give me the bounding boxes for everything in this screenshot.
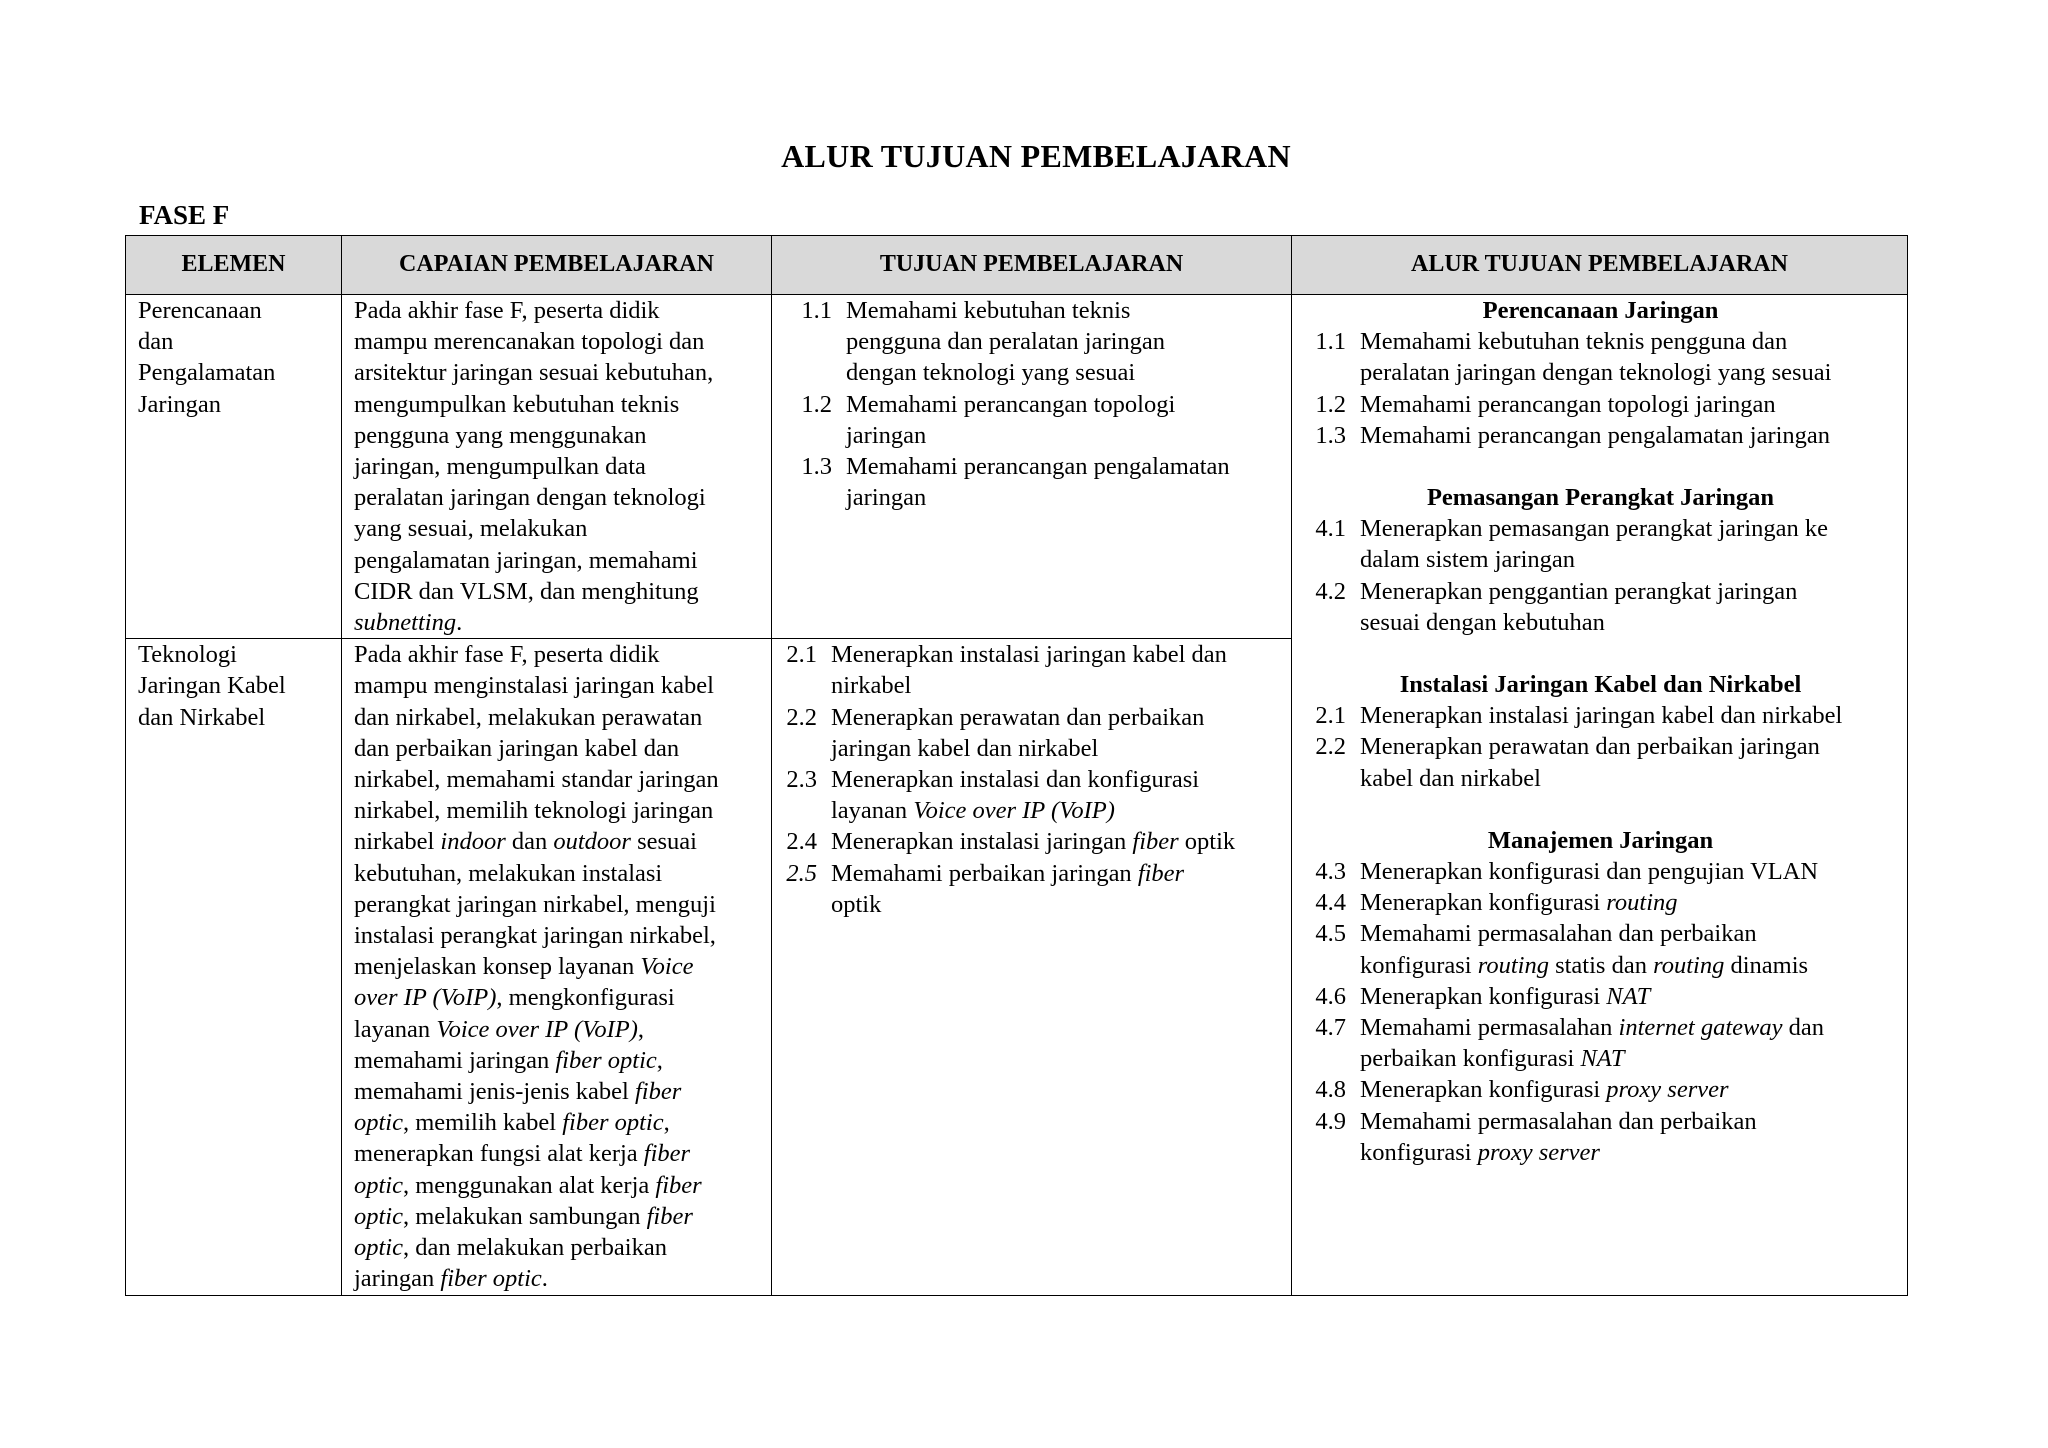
item-number: 2.5 xyxy=(786,859,817,887)
item-number: 4.3 xyxy=(1315,858,1346,886)
item-number: 4.6 xyxy=(1315,982,1346,1010)
capaian-cell xyxy=(342,295,772,639)
list-item xyxy=(1304,918,1897,980)
capaian-line: optic, menggunakan alat kerja fiber xyxy=(354,1171,702,1199)
capaian-line: optic, memilih kabel fiber optic, xyxy=(354,1109,670,1137)
item-number: 1.2 xyxy=(1315,390,1346,418)
capaian-line: nirkabel, memahami standar jaringan xyxy=(354,766,719,794)
item-line: jaringan kabel dan nirkabel xyxy=(831,734,1099,762)
list-item xyxy=(1304,856,1897,887)
elemen-line: Pengalamatan xyxy=(138,359,276,387)
item-number: 4.1 xyxy=(1315,515,1346,543)
alur-list xyxy=(1304,856,1897,1168)
list-item xyxy=(784,639,1281,701)
item-line: Menerapkan konfigurasi dan pengujian VLAN xyxy=(1360,858,1819,886)
item-line: perbaikan konfigurasi NAT xyxy=(1360,1045,1625,1073)
list-item xyxy=(1304,887,1897,918)
capaian-line: mampu menginstalasi jaringan kabel xyxy=(354,672,714,700)
capaian-line: layanan Voice over IP (VoIP), xyxy=(354,1015,645,1043)
item-line: nirkabel xyxy=(831,672,912,700)
list-item xyxy=(1304,700,1897,731)
item-line: sesuai dengan kebutuhan xyxy=(1360,608,1605,636)
item-line: dengan teknologi yang sesuai xyxy=(846,359,1136,387)
item-number: 1.3 xyxy=(801,453,832,481)
item-text xyxy=(1360,981,1650,1012)
item-line: pengguna dan peralatan jaringan xyxy=(846,328,1166,356)
capaian-line: optic, dan melakukan perbaikan xyxy=(354,1234,667,1262)
item-line: Memahami perancangan topologi xyxy=(846,390,1176,418)
list-item xyxy=(1304,389,1897,420)
capaian-line: instalasi perangkat jaringan nirkabel, xyxy=(354,922,716,950)
item-line: Memahami perancangan pengalamatan jaringan xyxy=(1360,421,1831,449)
capaian-line: nirkabel indoor dan outdoor sesuai xyxy=(354,828,697,856)
item-line: Memahami permasalahan internet gateway dan xyxy=(1360,1014,1824,1042)
section-heading: Manajemen Jaringan xyxy=(1487,826,1714,854)
item-line: Menerapkan instalasi jaringan fiber optik xyxy=(831,828,1236,856)
elemen-line: dan xyxy=(138,328,174,356)
alur-cell xyxy=(1292,295,1908,1296)
item-text xyxy=(831,858,1184,920)
capaian-line: peralatan jaringan dengan teknologi xyxy=(354,484,706,512)
item-text xyxy=(831,764,1199,826)
item-line: optik xyxy=(831,890,882,918)
item-number: 1.3 xyxy=(1315,421,1346,449)
list-item xyxy=(784,858,1281,920)
item-number: 1.1 xyxy=(801,297,832,324)
capaian-line: nirkabel, memilih teknologi jaringan xyxy=(354,797,714,825)
item-line: Memahami perancangan pengalamatan xyxy=(846,453,1230,481)
page-title: ALUR TUJUAN PEMBELAJARAN xyxy=(781,138,1291,174)
alur-list xyxy=(1304,700,1897,794)
item-number: 4.2 xyxy=(1315,577,1346,605)
item-text xyxy=(846,451,1230,513)
item-line: Memahami permasalahan dan perbaikan xyxy=(1360,920,1757,948)
section-heading: Pemasangan Perangkat Jaringan xyxy=(1426,484,1775,512)
capaian-line: subnetting. xyxy=(354,609,463,637)
item-text xyxy=(1360,576,1797,638)
item-text xyxy=(1360,420,1830,451)
section-heading: Instalasi Jaringan Kabel dan Nirkabel xyxy=(1399,671,1802,699)
elemen-line: Perencanaan xyxy=(138,297,262,324)
item-number: 2.1 xyxy=(1315,702,1346,730)
list-item xyxy=(1304,326,1897,388)
item-text xyxy=(846,389,1175,451)
item-line: Menerapkan penggantian perangkat jaringan xyxy=(1360,577,1798,605)
item-text xyxy=(1360,1074,1729,1105)
atp-table xyxy=(125,235,1908,1296)
item-text xyxy=(831,639,1227,701)
list-item xyxy=(784,826,1281,857)
capaian-line: optic, melakukan sambungan fiber xyxy=(354,1202,693,1230)
capaian-line: Pada akhir fase F, peserta didik xyxy=(354,641,660,669)
capaian-line: dan nirkabel, melakukan perawatan xyxy=(354,703,703,731)
elemen-cell xyxy=(126,639,342,1295)
capaian-line: mampu merencanakan topologi dan xyxy=(354,328,705,356)
elemen-line: dan Nirkabel xyxy=(138,703,266,731)
item-text xyxy=(1360,856,1818,887)
item-line: Menerapkan konfigurasi NAT xyxy=(1360,982,1651,1010)
capaian-line: menjelaskan konsep layanan Voice xyxy=(354,953,694,981)
list-item xyxy=(1304,731,1897,793)
tujuan-list xyxy=(784,639,1281,920)
item-line: Memahami perancangan topologi jaringan xyxy=(1360,390,1776,418)
item-line: Menerapkan instalasi dan konfigurasi xyxy=(831,766,1200,794)
item-number: 4.9 xyxy=(1315,1107,1346,1135)
capaian-line: kebutuhan, melakukan instalasi xyxy=(354,859,663,887)
item-number: 2.2 xyxy=(786,703,817,731)
capaian-line: over IP (VoIP), mengkonfigurasi xyxy=(354,984,675,1012)
elemen-line: Jaringan xyxy=(138,390,221,418)
elemen-line: Teknologi xyxy=(138,641,237,669)
capaian-line: perangkat jaringan nirkabel, menguji xyxy=(354,890,716,918)
item-number: 4.7 xyxy=(1315,1014,1346,1042)
item-line: Menerapkan instalasi jaringan kabel dan xyxy=(831,641,1227,669)
capaian-line: jaringan, mengumpulkan data xyxy=(354,453,646,481)
item-line: dalam sistem jaringan xyxy=(1360,546,1575,574)
capaian-line: pengalamatan jaringan, memahami xyxy=(354,546,698,574)
header-alur: ALUR TUJUAN PEMBELAJARAN xyxy=(1292,236,1908,295)
item-text xyxy=(831,702,1204,764)
item-text xyxy=(831,826,1235,857)
item-line: Menerapkan perawatan dan perbaikan xyxy=(831,703,1205,731)
item-line: peralatan jaringan dengan teknologi yang sesuai xyxy=(1360,359,1832,387)
item-number: 1.1 xyxy=(1315,328,1346,356)
elemen-line: Jaringan Kabel xyxy=(138,672,286,700)
capaian-line: memahami jaringan fiber optic, xyxy=(354,1046,663,1074)
alur-list xyxy=(1304,326,1897,451)
item-line: Menerapkan konfigurasi proxy server xyxy=(1360,1076,1729,1104)
header-elemen: ELEMEN xyxy=(126,236,342,295)
tujuan-cell xyxy=(772,639,1292,1295)
capaian-line: memahami jenis-jenis kabel fiber xyxy=(354,1078,682,1106)
list-item xyxy=(1304,513,1897,575)
item-number: 4.4 xyxy=(1315,889,1346,917)
item-text xyxy=(846,295,1165,389)
item-number: 2.4 xyxy=(786,828,817,856)
item-text xyxy=(1360,918,1808,980)
item-line: Memahami permasalahan dan perbaikan xyxy=(1360,1107,1757,1135)
item-line: Menerapkan perawatan dan perbaikan jaringan xyxy=(1360,733,1820,761)
item-line: jaringan xyxy=(846,484,927,512)
header-capaian: CAPAIAN PEMBELAJARAN xyxy=(342,236,772,295)
item-number: 1.2 xyxy=(801,390,832,418)
item-text xyxy=(1360,887,1678,918)
phase-label: FASE F xyxy=(139,200,230,230)
item-line: Memahami perbaikan jaringan fiber xyxy=(831,859,1185,887)
tujuan-list xyxy=(784,295,1281,513)
item-number: 4.5 xyxy=(1315,920,1346,948)
list-item xyxy=(1304,1012,1897,1074)
item-line: Menerapkan konfigurasi routing xyxy=(1360,889,1678,917)
item-text xyxy=(1360,389,1776,420)
list-item xyxy=(1304,420,1897,451)
table-header-row xyxy=(126,236,1908,295)
capaian-line: pengguna yang menggunakan xyxy=(354,421,647,449)
item-number: 2.2 xyxy=(1315,733,1346,761)
list-item xyxy=(1304,1074,1897,1105)
list-item xyxy=(784,295,1281,389)
item-text xyxy=(1360,513,1828,575)
capaian-cell xyxy=(342,639,772,1295)
capaian-line: menerapkan fungsi alat kerja fiber xyxy=(354,1140,691,1168)
item-line: layanan Voice over IP (VoIP) xyxy=(831,797,1115,825)
list-item xyxy=(1304,576,1897,638)
item-text xyxy=(1360,731,1820,793)
list-item xyxy=(784,389,1281,451)
item-text xyxy=(1360,1012,1824,1074)
section-heading: Perencanaan Jaringan xyxy=(1482,297,1719,324)
list-item xyxy=(784,451,1281,513)
list-item xyxy=(1304,1106,1897,1168)
table-row xyxy=(126,295,1908,639)
item-text xyxy=(1360,1106,1757,1168)
alur-list xyxy=(1304,513,1897,638)
item-text xyxy=(1360,700,1842,731)
item-line: jaringan xyxy=(846,421,927,449)
list-item xyxy=(1304,981,1897,1012)
item-line: konfigurasi routing statis dan routing dinamis xyxy=(1360,951,1809,979)
tujuan-cell xyxy=(772,295,1292,639)
capaian-line: Pada akhir fase F, peserta didik xyxy=(354,297,660,324)
item-line: Memahami kebutuhan teknis xyxy=(846,297,1131,324)
capaian-line: CIDR dan VLSM, dan menghitung xyxy=(354,577,699,605)
capaian-line: yang sesuai, melakukan xyxy=(354,515,588,543)
item-number: 4.8 xyxy=(1315,1076,1346,1104)
item-number: 2.3 xyxy=(786,766,817,794)
capaian-line: arsitektur jaringan sesuai kebutuhan, xyxy=(354,359,714,387)
capaian-line: mengumpulkan kebutuhan teknis xyxy=(354,390,680,418)
item-line: Memahami kebutuhan teknis pengguna dan xyxy=(1360,328,1788,356)
capaian-line: dan perbaikan jaringan kabel dan xyxy=(354,734,680,762)
list-item xyxy=(784,702,1281,764)
item-line: konfigurasi proxy server xyxy=(1360,1138,1600,1166)
item-line: Menerapkan pemasangan perangkat jaringan ke xyxy=(1360,515,1829,543)
header-tujuan: TUJUAN PEMBELAJARAN xyxy=(772,236,1292,295)
item-text xyxy=(1360,326,1831,388)
item-number: 2.1 xyxy=(786,641,817,669)
elemen-cell xyxy=(126,295,342,639)
item-line: Menerapkan instalasi jaringan kabel dan nirkabel xyxy=(1360,702,1843,730)
capaian-line: jaringan fiber optic. xyxy=(354,1265,548,1293)
item-line: kabel dan nirkabel xyxy=(1360,764,1541,792)
list-item xyxy=(784,764,1281,826)
